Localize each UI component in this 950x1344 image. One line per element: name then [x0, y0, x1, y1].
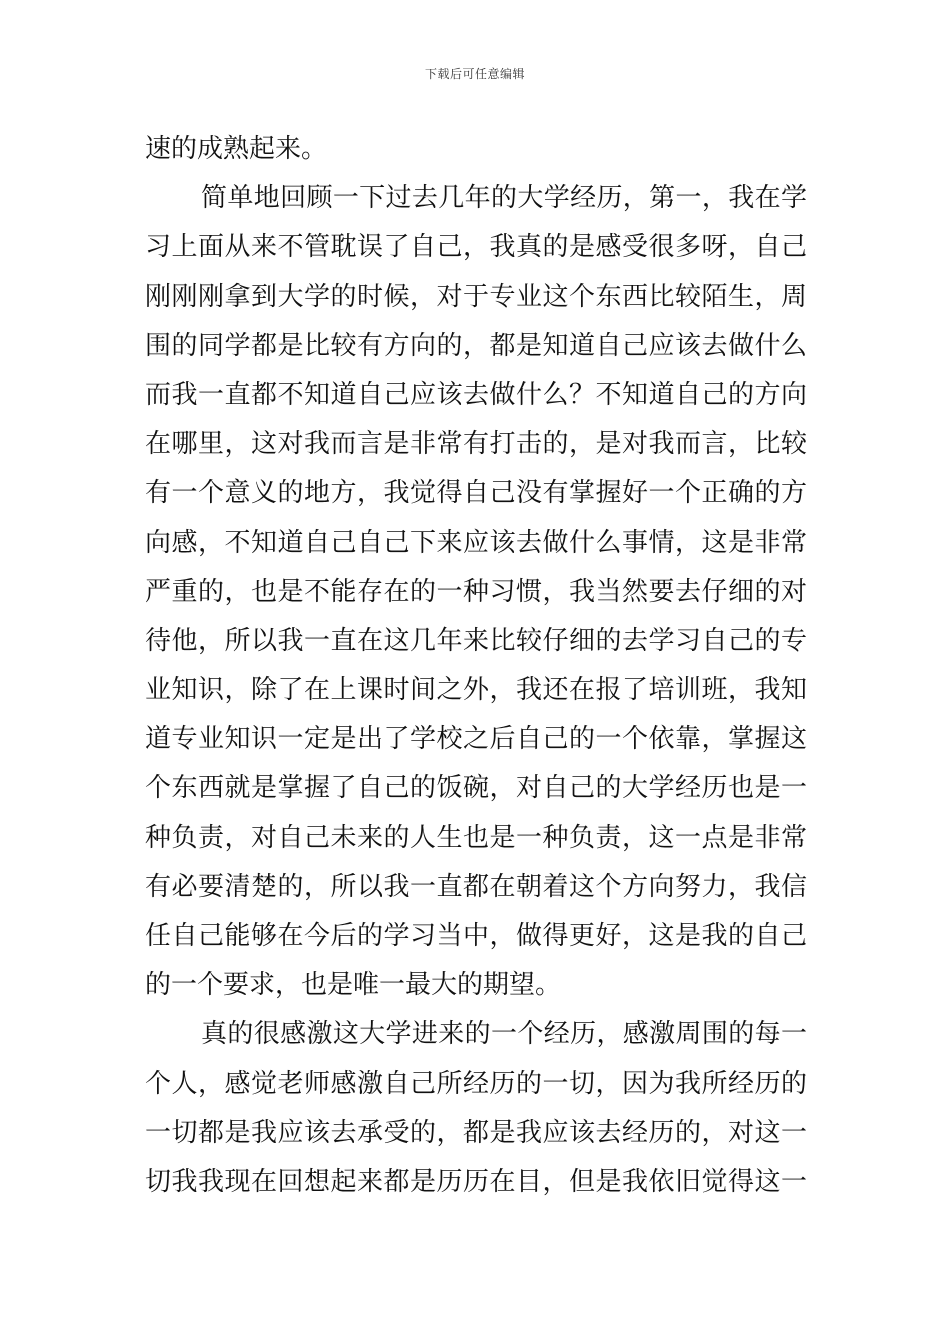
document-body: [145, 125, 807, 1207]
paragraph-line: 速的成熟起来。: [145, 134, 328, 164]
page-header: 下载后可任意编辑: [424, 67, 525, 81]
paragraph-line: 围的同学都是比较有方向的，都是知道自己应该去做什么: [145, 330, 807, 361]
paragraph-line: 向感，不知道自己自己下来应该去做什么事情，这是非常: [145, 527, 807, 558]
paragraph-line: 有一个意义的地方，我觉得自己没有掌握好一个正确的方: [145, 478, 807, 509]
paragraph-line: 种负责，对自己未来的人生也是一种负责，这一点是非常: [145, 822, 807, 853]
paragraph-line: 个东西就是掌握了自己的饭碗，对自己的大学经历也是一: [145, 773, 807, 804]
paragraph-line: 而我一直都不知道自己应该去做什么？不知道自己的方向: [145, 379, 807, 410]
paragraph-line: 切我我现在回想起来都是历历在目，但是我依旧觉得这一: [145, 1166, 807, 1197]
paragraph-line: 真的很感激这大学进来的一个经历，感激周围的每一: [201, 1019, 807, 1050]
paragraph-line: 道专业知识一定是出了学校之后自己的一个依靠，掌握这: [145, 724, 807, 755]
paragraph-line: 严重的，也是不能存在的一种习惯，我当然要去仔细的对: [145, 576, 807, 607]
paragraph-line: 习上面从来不管耽误了自己，我真的是感受很多呀，自己: [145, 232, 807, 263]
paragraph-line: 有必要清楚的，所以我一直都在朝着这个方向努力，我信: [145, 871, 807, 902]
paragraph-line: 刚刚刚拿到大学的时候，对于专业这个东西比较陌生，周: [145, 281, 807, 312]
paragraph-line: 待他，所以我一直在这几年来比较仔细的去学习自己的专: [145, 625, 807, 656]
paragraph-line: 个人，感觉老师感激自己所经历的一切，因为我所经历的: [145, 1068, 807, 1099]
paragraph-line: 简单地回顾一下过去几年的大学经历，第一，我在学: [201, 183, 807, 214]
paragraph-line: 一切都是我应该去承受的，都是我应该去经历的，对这一: [145, 1117, 807, 1148]
paragraph-line: 业知识，除了在上课时间之外，我还在报了培训班，我知: [145, 675, 807, 706]
paragraph-line: 在哪里，这对我而言是非常有打击的，是对我而言，比较: [145, 429, 807, 460]
paragraph-line: 任自己能够在今后的学习当中，做得更好，这是我的自己: [145, 921, 807, 951]
paragraph-line: 的一个要求，也是唯一最大的期望。: [145, 970, 562, 1001]
